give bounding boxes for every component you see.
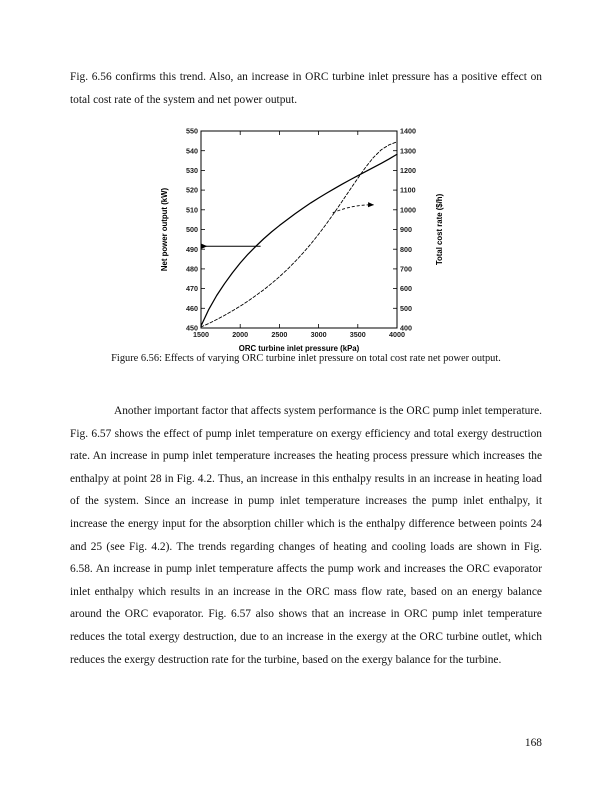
y-axis-right-tick-label: 1100 xyxy=(400,185,416,195)
paragraph-main xyxy=(70,400,542,671)
y-axis-left-tick-label: 540 xyxy=(186,146,198,156)
chart-container xyxy=(156,122,456,360)
y-axis-right-tick-label: 1200 xyxy=(400,166,416,175)
paragraph-intro: Fig. 6.56 confirms this trend. Also, an increase in ORC turbine inlet pressure has a positive effect on total cost rate of the system and net power output. xyxy=(70,71,542,106)
x-axis-tick-label: 3500 xyxy=(349,330,366,339)
y-axis-left-tick-label: 530 xyxy=(186,166,198,175)
y-axis-left-tick-label: 480 xyxy=(186,264,198,274)
chart-svg xyxy=(156,122,456,360)
y-axis-right-tick-label: 500 xyxy=(400,303,412,313)
x-axis-tick-label: 1500 xyxy=(193,330,209,339)
x-axis-tick-label: 3000 xyxy=(310,330,327,339)
x-axis-tick-label: 2500 xyxy=(271,330,288,339)
y-axis-left-tick-label: 470 xyxy=(186,284,198,294)
x-axis-tick-label: 4000 xyxy=(389,330,405,339)
y-axis-right-tick-label: 800 xyxy=(400,244,412,254)
y-axis-left-tick-label: 490 xyxy=(186,244,198,254)
paragraph-main-text: Another important factor that affects system performance is the ORC pump inlet temperature. Fig. 6.57 shows the effect of pump inlet temperature on exergy efficiency and total exergy destruction rate. An increase in pump inlet temperature increases the heating process pressure which increases the enthalpy at point 28 in Fig. 4.2. Thus, an increase in this enthalpy results in an increase in heating load of the system. Since an increase in pump inlet temperature increases the pump inlet enthalpy, it increase the energy input for the absorption chiller which is the enthalpy difference between points 24 and 25 (see Fig. 4.2). The trends regarding changes of heating and cooling loads are shown in Fig. 6.58. An increase in pump inlet temperature affects the pump work and increases the ORC evaporator inlet enthalpy which results in an increase in the ORC mass flow rate, based on an energy balance around the ORC evaporator. Fig. 6.57 also shows that an increase in ORC pump inlet temperature reduces the total exergy destruction, due to an increase in the exergy at the ORC turbine outlet, which reduces the exergy destruction rate for the turbine, based on the exergy balance for the turbine. xyxy=(70,405,542,666)
y-axis-left-tick-label: 450 xyxy=(186,323,198,333)
y-axis-left-tick-label: 520 xyxy=(186,185,198,195)
y-axis-right-tick-label: 1400 xyxy=(400,126,416,136)
y-axis-left-tick-label: 460 xyxy=(186,303,198,313)
x-axis-tick-label: 2000 xyxy=(232,330,249,339)
x-axis-title: ORC turbine inlet pressure (kPa) xyxy=(238,344,360,353)
page-number: 168 xyxy=(524,737,542,749)
y-axis-right-title: Total cost rate ($/h) xyxy=(435,193,444,266)
y-axis-right-tick-label: 1000 xyxy=(400,205,416,215)
y-axis-right-tick-label: 400 xyxy=(400,323,412,333)
figure-6-56 xyxy=(0,122,612,360)
plot-frame xyxy=(201,131,397,328)
y-axis-right-tick-label: 900 xyxy=(400,225,412,235)
figure-caption: Figure 6.56: Effects of varying ORC turbine inlet pressure on total cost rate net power output. xyxy=(111,353,501,364)
y-axis-left-tick-label: 500 xyxy=(186,225,198,235)
y-axis-left-tick-label: 550 xyxy=(186,126,198,136)
y-axis-right-tick-label: 600 xyxy=(400,284,412,294)
y-axis-left-title: Net power output (kW) xyxy=(160,187,169,272)
y-axis-right-tick-label: 1300 xyxy=(400,146,416,156)
y-axis-right-tick-label: 700 xyxy=(400,264,412,274)
y-axis-left-tick-label: 510 xyxy=(186,205,198,215)
